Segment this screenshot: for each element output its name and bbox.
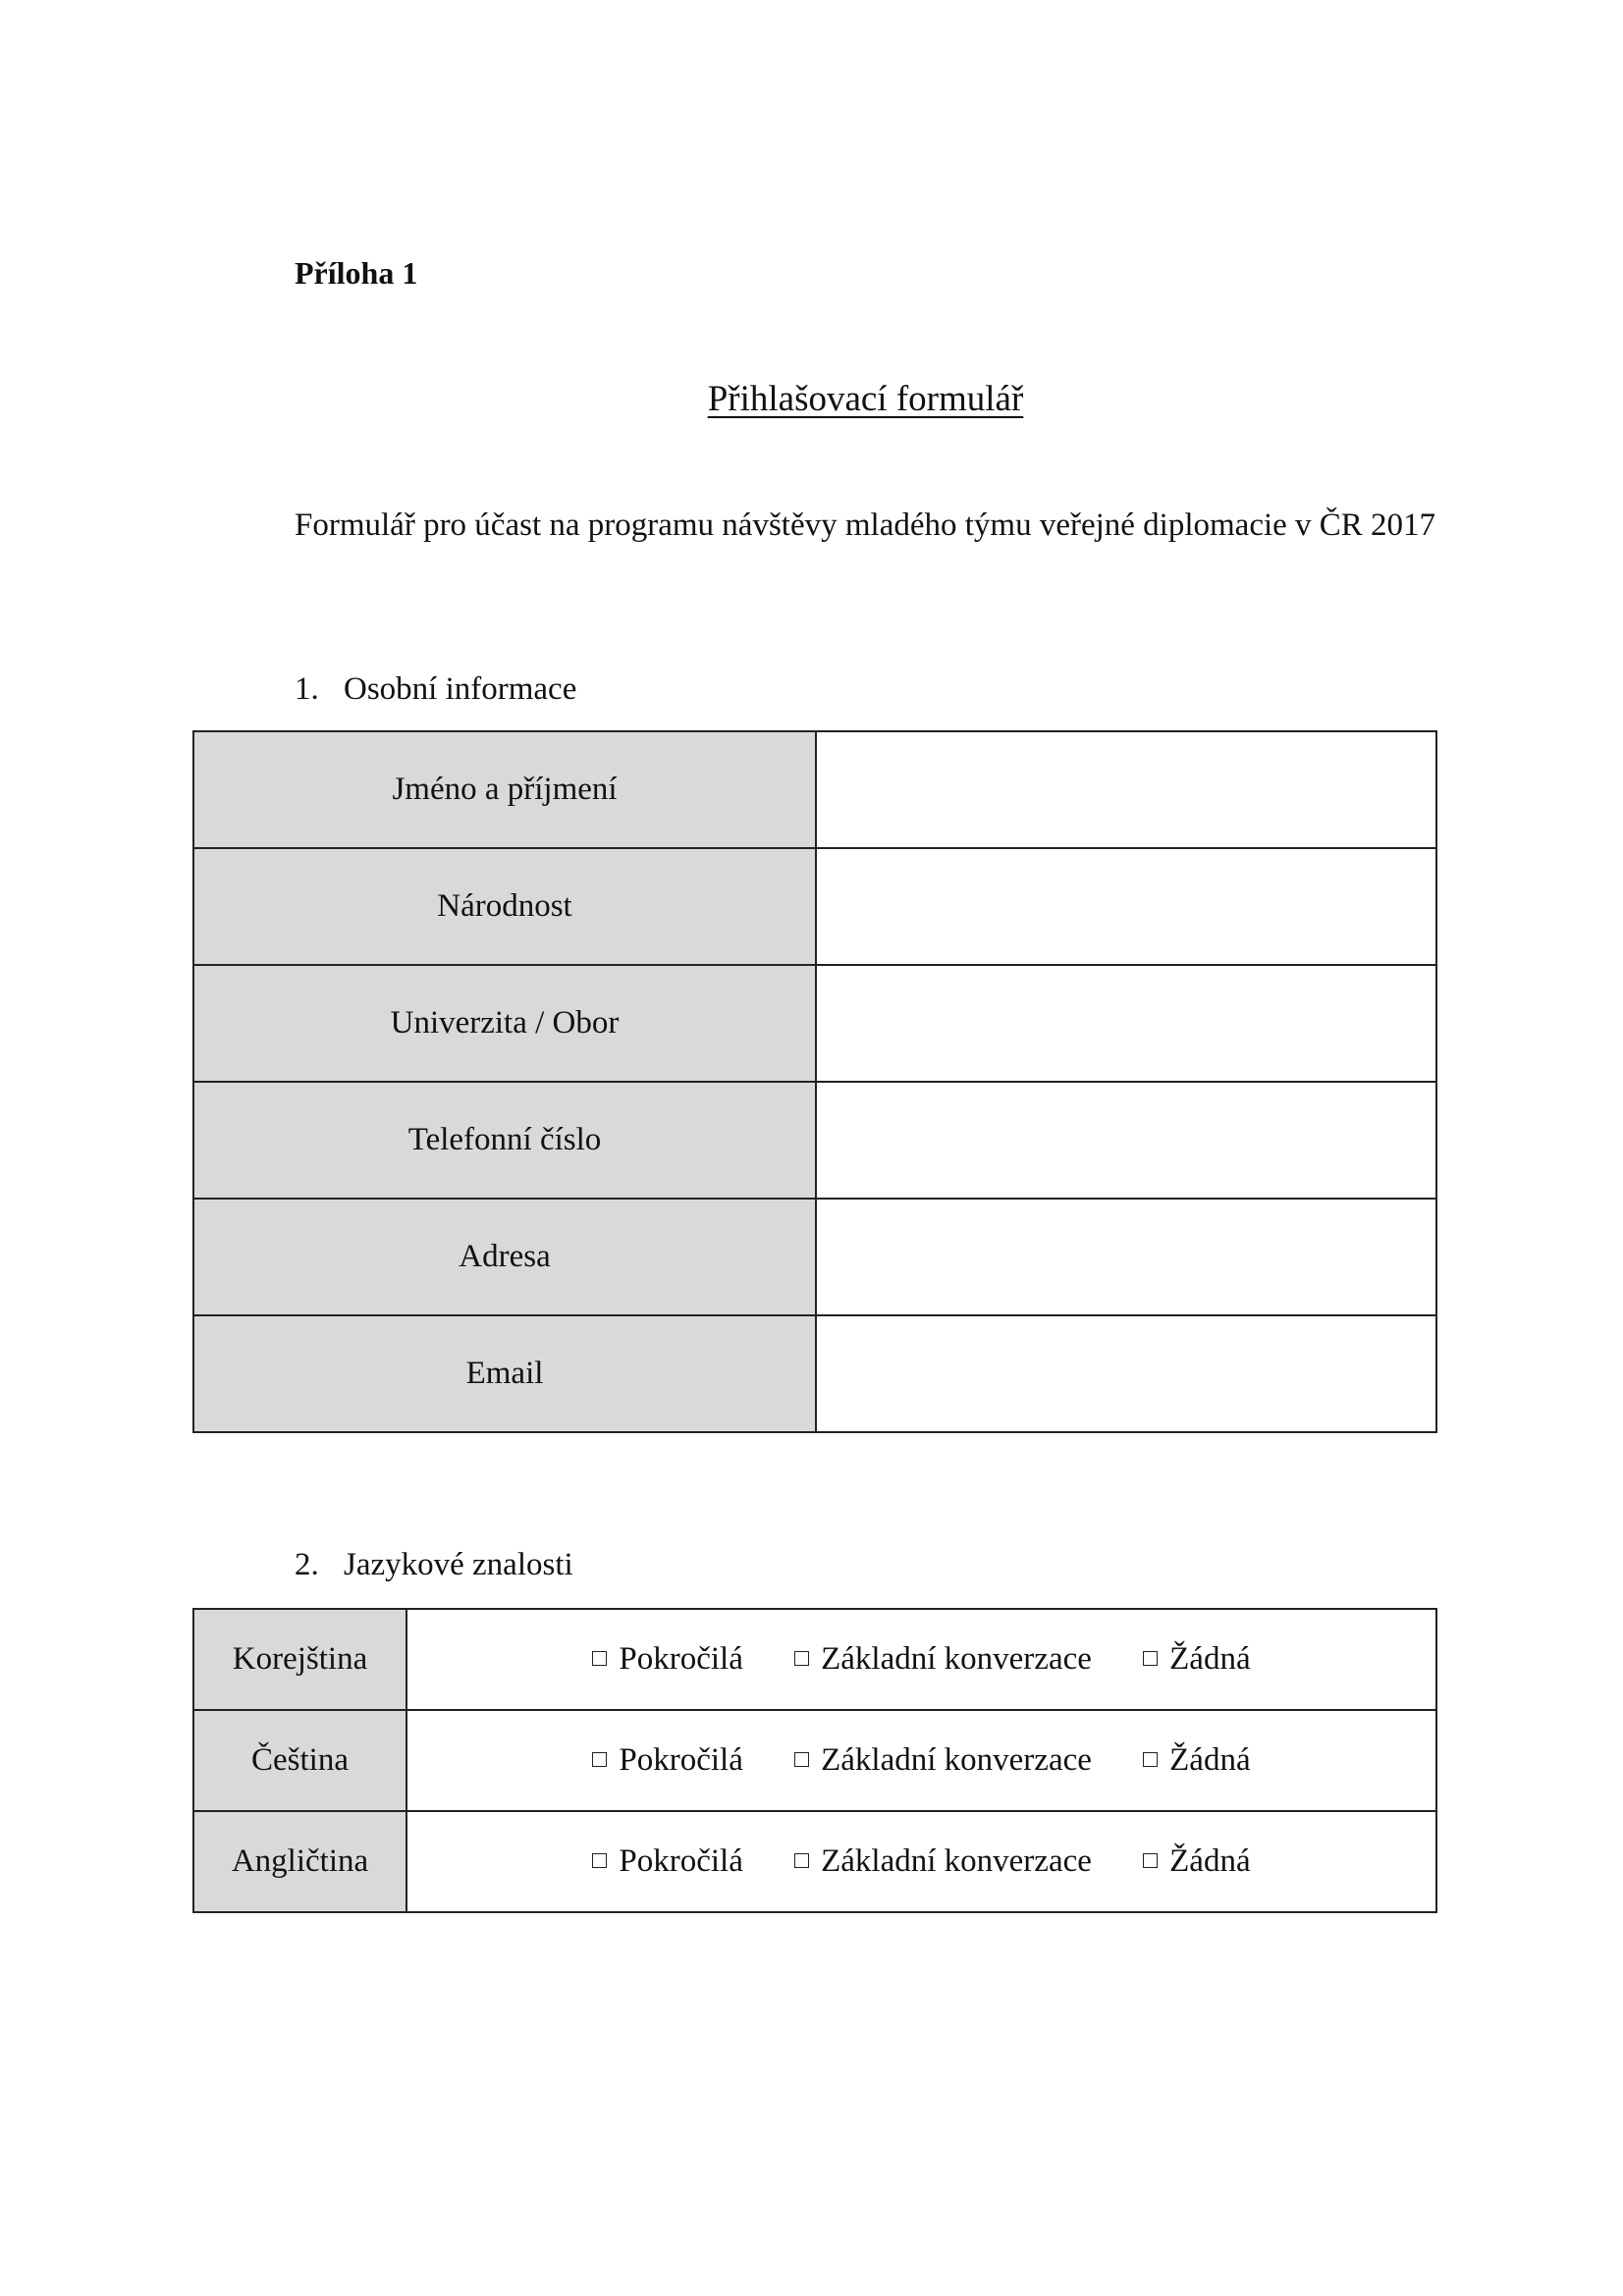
checkbox-icon[interactable]	[1143, 1853, 1158, 1868]
field-label-nationality: Národnost	[193, 848, 816, 965]
option-label: Žádná	[1169, 1641, 1251, 1677]
table-row	[193, 1315, 1436, 1432]
checkbox-icon[interactable]	[592, 1752, 607, 1767]
table-row	[193, 1199, 1436, 1315]
field-input-phone[interactable]	[816, 1082, 1436, 1199]
field-label-address: Adresa	[193, 1199, 816, 1315]
field-input-name[interactable]	[816, 731, 1436, 848]
form-title-container	[295, 377, 1436, 422]
language-label-english: Angličtina	[193, 1811, 406, 1912]
section-title: Jazykové znalosti	[344, 1547, 573, 1582]
checkbox-icon[interactable]	[794, 1651, 809, 1666]
option-label: Žádná	[1169, 1843, 1251, 1879]
language-options-korean	[406, 1609, 1436, 1710]
section-heading-personal	[295, 668, 576, 710]
option-label: Žádná	[1169, 1742, 1251, 1778]
language-label-czech: Čeština	[193, 1710, 406, 1811]
field-input-nationality[interactable]	[816, 848, 1436, 965]
checkbox-icon[interactable]	[1143, 1752, 1158, 1767]
option-label: Pokročilá	[619, 1843, 743, 1879]
option-advanced[interactable]	[592, 1641, 742, 1678]
table-row	[193, 1811, 1436, 1912]
field-label-phone: Telefonní číslo	[193, 1082, 816, 1199]
personal-info-table	[192, 730, 1437, 1433]
field-input-email[interactable]	[816, 1315, 1436, 1432]
option-label: Základní konverzace	[821, 1641, 1092, 1677]
field-input-university[interactable]	[816, 965, 1436, 1082]
language-skills-table	[192, 1608, 1437, 1913]
checkbox-icon[interactable]	[794, 1752, 809, 1767]
option-advanced[interactable]	[592, 1742, 742, 1779]
table-row	[193, 965, 1436, 1082]
language-label-korean: Korejština	[193, 1609, 406, 1710]
intro-paragraph: Formulář pro účast na programu návštěvy mladého týmu veřejné diplomacie v ČR 2017	[295, 507, 1436, 543]
option-basic[interactable]	[794, 1843, 1092, 1880]
form-title: Přihlašovací formulář	[707, 379, 1024, 419]
option-advanced[interactable]	[592, 1843, 742, 1880]
option-none[interactable]	[1143, 1641, 1250, 1678]
option-label: Pokročilá	[619, 1742, 743, 1778]
option-none[interactable]	[1143, 1742, 1250, 1779]
section-number: 1.	[295, 671, 319, 707]
option-label: Základní konverzace	[821, 1843, 1092, 1879]
field-label-name: Jméno a příjmení	[193, 731, 816, 848]
table-row	[193, 1609, 1436, 1710]
option-label: Pokročilá	[619, 1641, 743, 1677]
checkbox-icon[interactable]	[592, 1853, 607, 1868]
language-options-czech	[406, 1710, 1436, 1811]
section-heading-languages	[295, 1544, 573, 1585]
annex-label: Příloha 1	[295, 255, 418, 291]
section-title: Osobní informace	[344, 671, 577, 707]
field-input-address[interactable]	[816, 1199, 1436, 1315]
option-basic[interactable]	[794, 1742, 1092, 1779]
field-label-email: Email	[193, 1315, 816, 1432]
checkbox-icon[interactable]	[1143, 1651, 1158, 1666]
option-none[interactable]	[1143, 1843, 1250, 1880]
language-options-english	[406, 1811, 1436, 1912]
option-label: Základní konverzace	[821, 1742, 1092, 1778]
table-row	[193, 1710, 1436, 1811]
table-row	[193, 848, 1436, 965]
field-label-university: Univerzita / Obor	[193, 965, 816, 1082]
table-row	[193, 1082, 1436, 1199]
checkbox-icon[interactable]	[592, 1651, 607, 1666]
section-number: 2.	[295, 1547, 319, 1582]
table-row	[193, 731, 1436, 848]
checkbox-icon[interactable]	[794, 1853, 809, 1868]
option-basic[interactable]	[794, 1641, 1092, 1678]
